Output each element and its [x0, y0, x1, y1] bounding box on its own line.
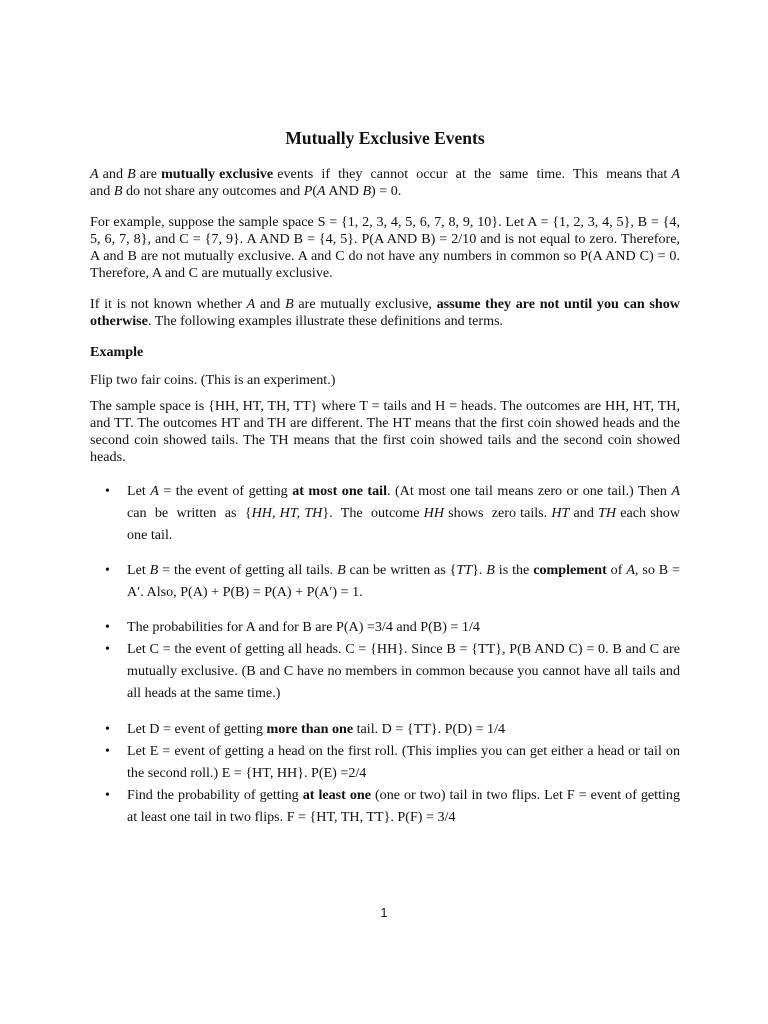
list-item: • Let C = the event of getting all heads. C = {HH}. Since B = {TT}, P(B AND C) = 0. B and C are mutually exclusive. (B and C have no members in common because you cannot have all tails and all heads at the same time.) [127, 638, 680, 704]
list-item: • Let A = the event of getting at most one tail. (At most one tail means zero or one tail.) Then A can be written as {HH, HT, TH}. The outcome HH shows zero tails. HT and TH each show one tail. [127, 480, 680, 546]
page-number: 1 [380, 906, 388, 920]
assumption-paragraph: If it is not known whether A and B are mutually exclusive, assume they are not until you can show otherwise. The following examples illustrate these definitions and terms. [90, 296, 680, 329]
list-item: • Let B = the event of getting all tails. B can be written as {TT}. B is the complement of A, so B = A′. Also, P(A) + P(B) = P(A) + P(A′) = 1. [127, 559, 680, 603]
document-page [90, 128, 684, 828]
experiment-text: Flip two fair coins. (This is an experiment.) [90, 372, 336, 388]
assumption-bold: assume they are not until you can show otherwise [90, 296, 680, 329]
example-paragraph: For example, suppose the sample space S = {1, 2, 3, 4, 5, 6, 7, 8, 9, 10}. Let A = {1, 2, 3, 4, 5}, B = {4, 5, 6, 7, 8}, and C = {7, 9}. A AND B = {4, 5}. P(A AND B) = 2/10 and is not equal to zero. Therefore, A and B are not mutually exclusive. A and C do not have any numbers in common so P(A AND C) = 0. Therefore, A and C are mutually exclusive. [90, 214, 680, 281]
sample-space-paragraph: The sample space is {HH, HT, TH, TT} where T = tails and H = heads. The outcomes are HH, HT, TH, and TT. The outcomes HT and TH are different. The HT means that the first coin showed heads and the second coin showed tails. The TH means that the first coin showed tails and the second coin showed heads. [90, 398, 680, 465]
term-bold: mutually exclusive [161, 166, 274, 182]
definition-paragraph: A and B are mutually exclusive events if they cannot occur at the same time. This means that A and B do not share any outcomes and P(A AND B) = 0. [90, 166, 684, 199]
list-item: • Let D = event of getting more than one tail. D = {TT}. P(D) = 1/4 [127, 718, 680, 740]
list-item: • Find the probability of getting at least one (one or two) tail in two flips. Let F = event of getting at least one tail in two flips. F = {HT, TH, TT}. P(F) = 3/4 [127, 784, 680, 828]
list-item: • Let E = event of getting a head on the first roll. (This implies you can get either a head or tail on the second roll.) E = {HT, HH}. P(E) =2/4 [127, 740, 680, 784]
page-title: Mutually Exclusive Events [285, 128, 485, 148]
list-item: • The probabilities for A and for B are P(A) =3/4 and P(B) = 1/4 [127, 616, 680, 638]
example-heading: Example [90, 344, 144, 360]
example-bullet-list [90, 480, 684, 828]
